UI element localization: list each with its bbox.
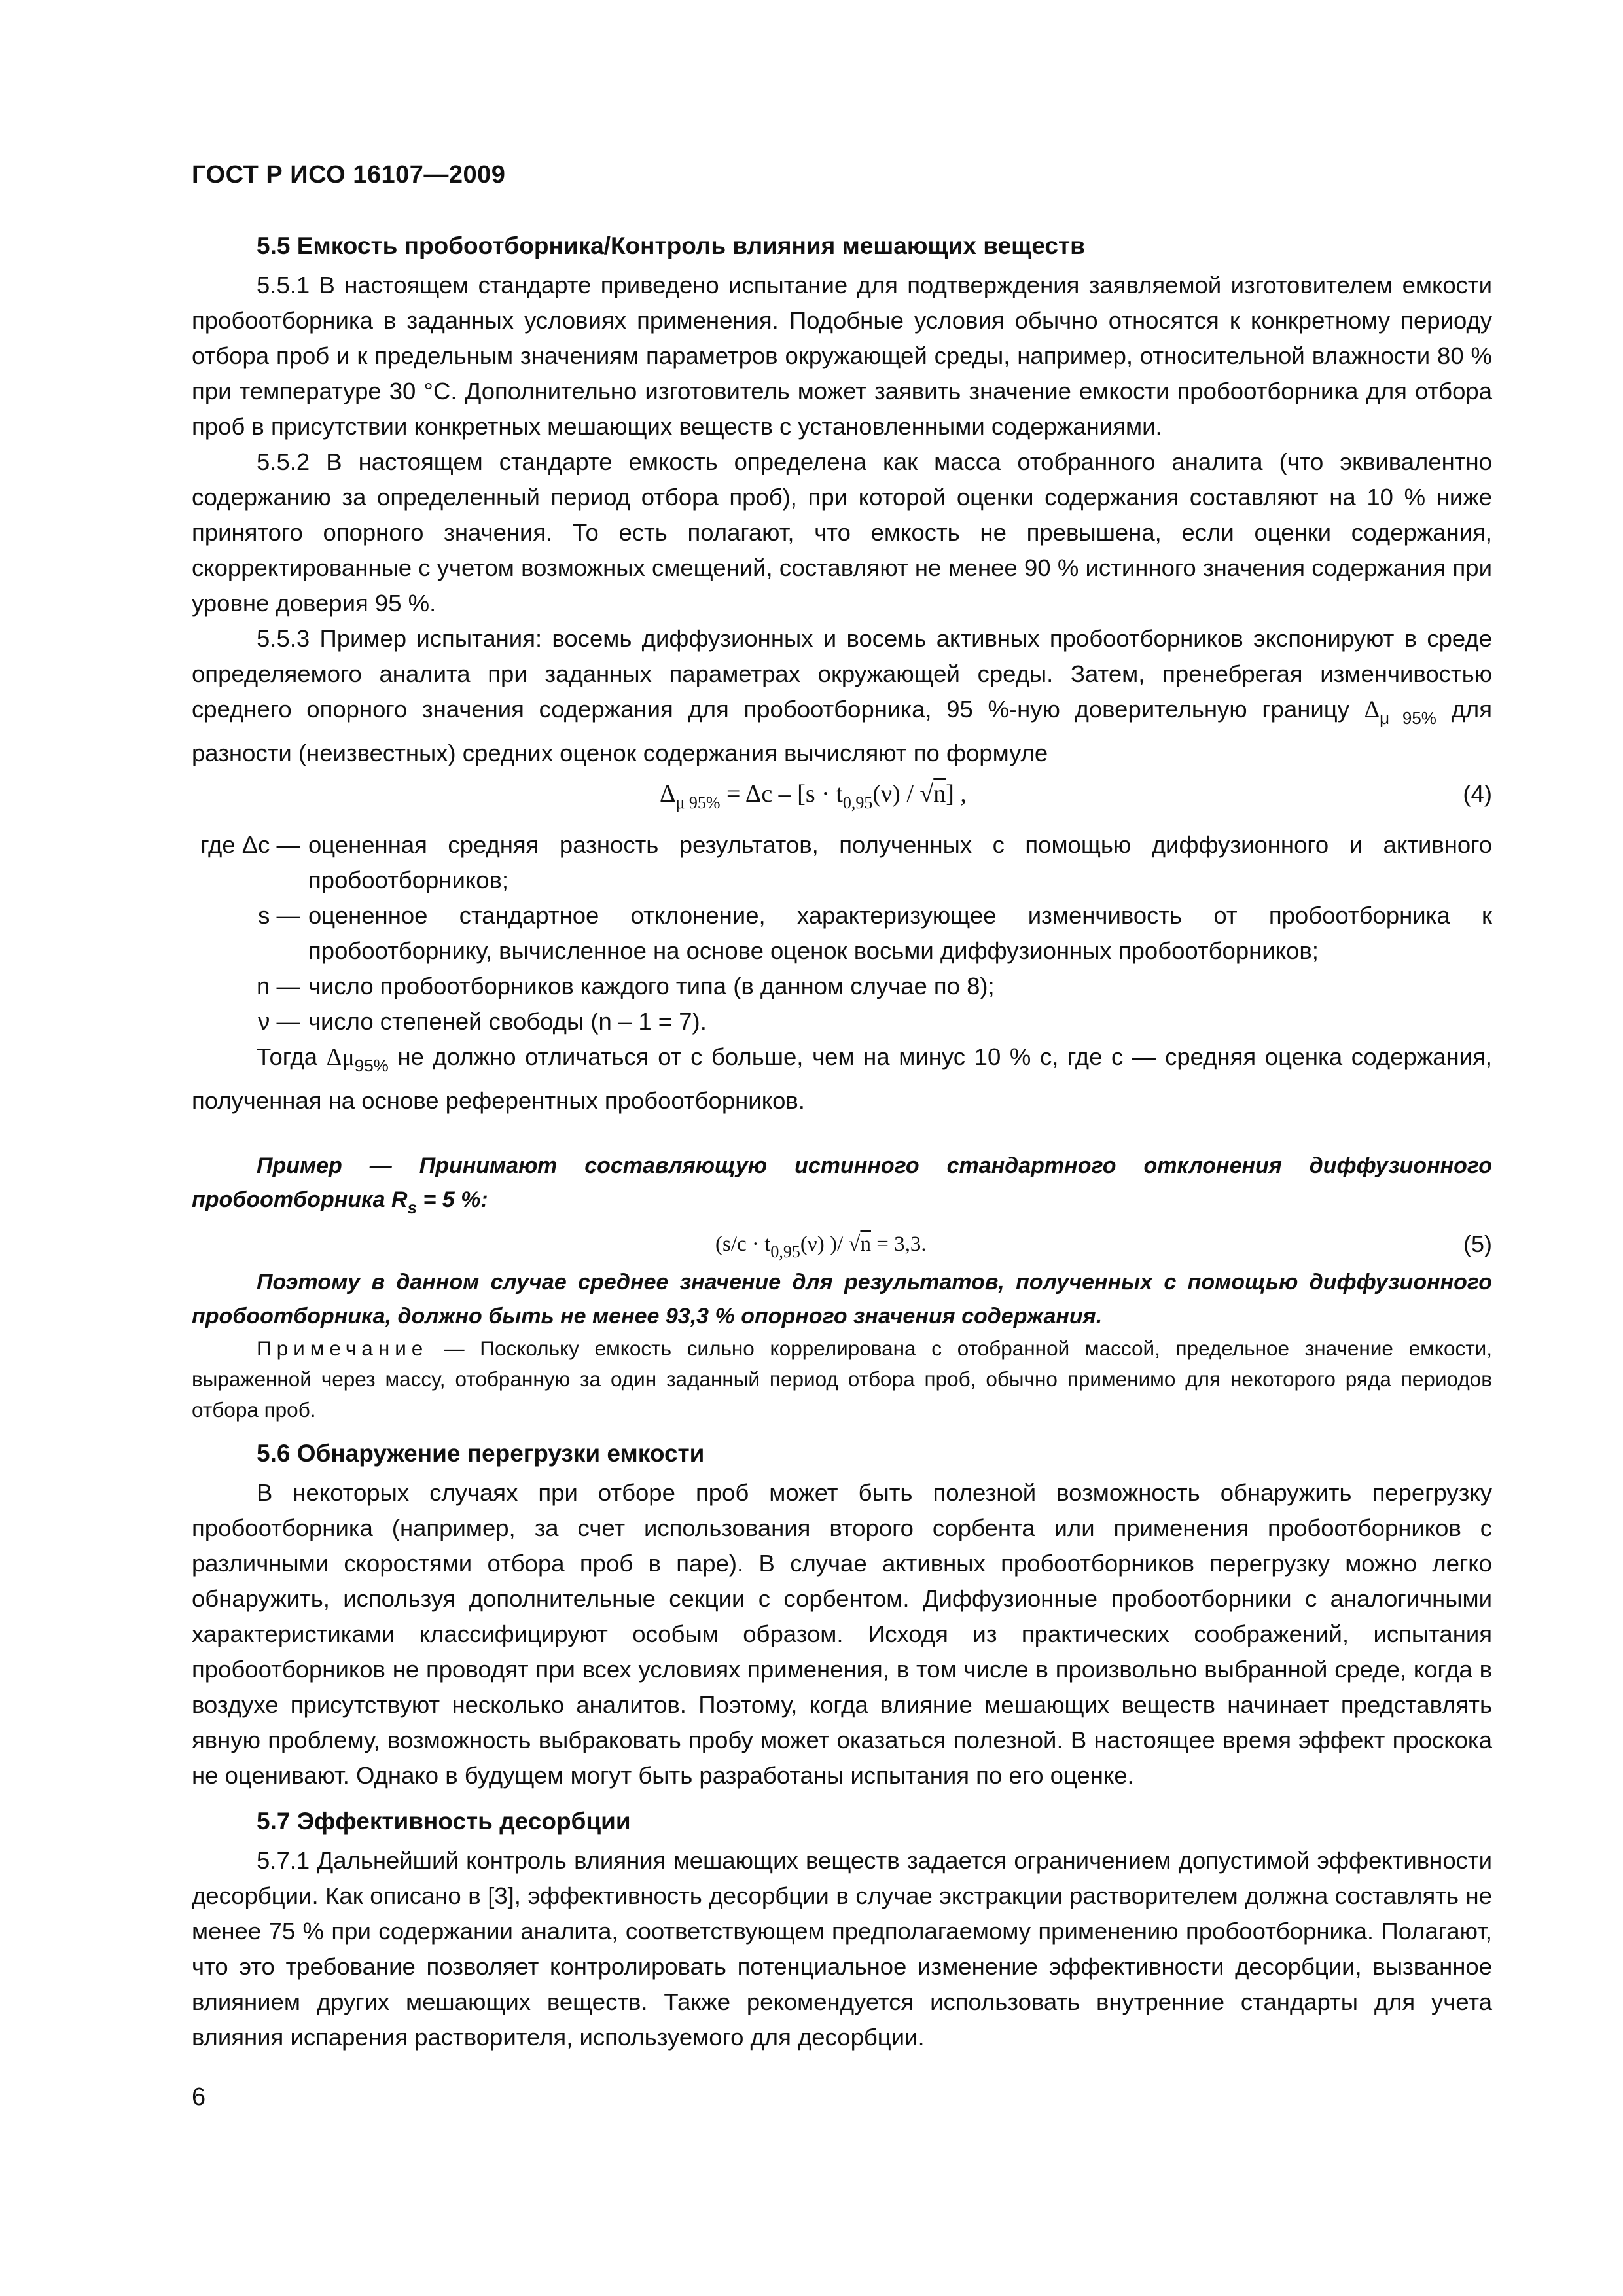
paragraph-5-5-3-text-b: для разности (неизвестных) средних оценок содержания вычисляют по формуле — [192, 696, 1492, 766]
formula-5 — [192, 1225, 1492, 1265]
section-heading-5-7: 5.7 Эффективность десорбции — [257, 1808, 631, 1835]
then-text-a: Тогда — [257, 1043, 327, 1070]
formula-5-d: = 3,3. — [870, 1232, 927, 1256]
definition-item — [192, 1004, 1492, 1039]
formula-4 — [192, 772, 1492, 821]
note-label: Примечание — [257, 1336, 429, 1360]
definition-term: где Δc — — [200, 831, 300, 858]
paragraph-5-5-3-text-a: 5.5.3 Пример испытания: восемь диффузионных и восемь активных пробоотборников экспонируют в среде определяемого аналита при заданных параметрах окружающей среды. Затем, пренебрегая изменчивостью среднего опорного значения содержания для пробоотборника, 95 %-ную доверительную границу — [192, 625, 1492, 723]
delta-symbol: Δ — [1364, 696, 1380, 723]
definition-text: оцененная средняя разность результатов, полученных с помощью диффузионного и активного пробоотборников; — [308, 831, 1492, 893]
example-text-b: = 5 %: — [417, 1187, 488, 1212]
definition-term: ν — — [258, 1008, 300, 1035]
note — [192, 1333, 1492, 1426]
document-body — [192, 226, 1492, 2055]
definition-text: число степеней свободы (n – 1 = 7). — [308, 1008, 707, 1035]
formula-5-a: (s/c · t — [715, 1232, 771, 1256]
paragraph-5-5-3 — [192, 621, 1492, 771]
formula-5-expression — [715, 1227, 927, 1269]
definition-term: s — — [258, 902, 300, 929]
document-header: ГОСТ Р ИСО 16107—2009 — [192, 161, 506, 188]
formula-4-rhs-sub: 0,95 — [842, 793, 873, 812]
definition-term: n — — [257, 973, 300, 999]
example-block — [192, 1149, 1492, 1333]
formula-5-number: (5) — [1463, 1230, 1492, 1257]
paragraph-5-5-1: 5.5.1 В настоящем стандарте приведено испытание для подтверждения заявляемой изготовителем емкости пробоотборника в заданных условиях применения. Подобные условия обычно относятся к конкретному периоду отбора проб и к предельным значениям параметров окружающей среды, например, относительной влажности 80 % при температуре 30 °С. Дополнительно изготовитель может заявить значение емкости пробоотборника для отбора проб в присутствии конкретных мешающих веществ с установленными содержаниями. — [192, 272, 1492, 440]
formula-4-rhs-b: (ν) / √ — [872, 780, 934, 808]
definition-text: число пробоотборников каждого типа (в данном случае по 8); — [308, 973, 995, 999]
page-number: 6 — [192, 2083, 206, 2111]
paragraph-5-6: В некоторых случаях при отборе проб может быть полезной возможность обнаружить перегрузку пробоотборника (например, за счет использования второго сорбента или применения пробоотборников с различными скоростями отбора проб в паре). В случае активных пробоотборников перегрузку можно легко обнаружить, используя дополнительные секции с сорбентом. Диффузионные пробоотборники с аналогичными характеристиками классифицируют особым образом. Исходя из практических соображений, испытания пробоотборников не проводят при всех условиях применения, в том числе в произвольно выбранной среде, когда в воздухе присутствуют несколько аналитов. Поэтому, когда влияние мешающих веществ начинает представлять явную проблему, возможность выбраковать пробу может оказаться полезной. В настоящее время эффект проскока не оценивают. Однако в будущем могут быть разработаны испытания по его оценке. — [192, 1479, 1492, 1789]
then-text-b: не должно отличаться от c больше, чем на минус 10 % c, где c — средняя оценка содержания, полученная на основе референтных пробоотборников. — [192, 1043, 1492, 1114]
paragraph-5-7-1: 5.7.1 Дальнейший контроль влияния мешающих веществ задается ограничением допустимой эффективности десорбции. Как описано в [3], эффективность десорбции в случае экстракции растворителем должна составлять не менее 75 % при содержании аналита, соответствующем предполагаемому применению пробоотборника. Полагают, что это требование позволяет контролировать потенциальное изменение эффективности десорбции, вызванное влиянием других мешающих веществ. Также рекомендуется использовать внутренние стандарты для учета влияния испарения растворителя, используемого для десорбции. — [192, 1847, 1492, 2051]
example-result: Поэтому в данном случае среднее значение для результатов, полученных с помощью диффузионного пробоотборника, должно быть не менее 93,3 % опорного значения содержания. — [192, 1270, 1492, 1329]
formula-5-c: n — [860, 1232, 871, 1256]
formula-4-lhs: Δ — [660, 780, 676, 808]
formula-4-rhs-d: ] , — [946, 780, 967, 808]
example-statement — [192, 1149, 1492, 1225]
formula-4-rhs-a: = Δc – [s · t — [720, 780, 843, 808]
example-sub: s — [407, 1198, 418, 1217]
formula-4-lhs-sub: μ 95% — [675, 793, 721, 812]
definition-item — [192, 827, 1492, 898]
example-text-a: Пример — Принимают составляющую истинного стандартного отклонения диффузионного пробоотборника R — [192, 1153, 1492, 1212]
formula-4-expression — [660, 776, 967, 821]
formula-4-number: (4) — [1463, 780, 1492, 807]
paragraph-then — [192, 1039, 1492, 1119]
definition-item — [192, 898, 1492, 969]
section-heading-5-5: 5.5 Емкость пробоотборника/Контроль влияния мешающих веществ — [257, 232, 1085, 259]
definition-item — [192, 969, 1492, 1004]
section-heading-5-6: 5.6 Обнаружение перегрузки емкости — [257, 1440, 705, 1467]
then-symbol: Δμ — [326, 1043, 355, 1070]
then-symbol-sub: 95% — [354, 1056, 389, 1075]
formula-5-b: (ν) )/ √ — [800, 1232, 861, 1256]
definition-text: оцененное стандартное отклонение, характеризующее изменчивость от пробоотборника к пробоотборнику, вычисленное на основе оценок восьми диффузионных пробоотборников; — [308, 902, 1492, 964]
note-text: — Поскольку емкость сильно коррелирована с отобранной массой, предельное значение емкости, выраженной через массу, отобранную за один заданный период отбора проб, обычно применимо для некоторого ряда периодов отбора проб. — [192, 1336, 1492, 1422]
paragraph-5-5-2: 5.5.2 В настоящем стандарте емкость определена как масса отобранного аналита (что эквивалентно содержанию за определенный период отбора проб), при которой оценки содержания составляют на 10 % ниже принятого опорного значения. То есть полагают, что емкость не превышена, если оценки содержания, скорректированные с учетом возможных смещений, составляют не менее 90 % истинного значения содержания при уровне доверия 95 %. — [192, 448, 1492, 617]
delta-subscript: μ 95% — [1380, 708, 1436, 728]
formula-4-rhs-c: n — [933, 780, 946, 808]
definitions-list — [192, 827, 1492, 1039]
formula-5-sub: 0,95 — [770, 1242, 800, 1261]
